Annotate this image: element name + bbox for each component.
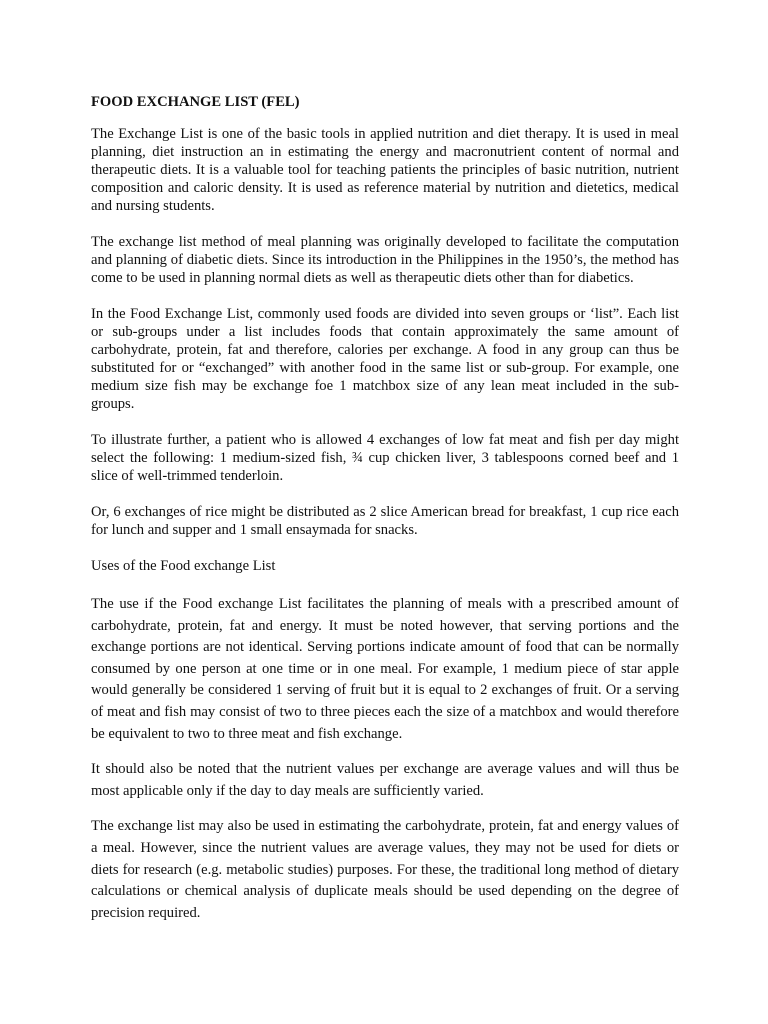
paragraph-average-values: It should also be noted that the nutrient values per exchange are average values and will thus be most applicable only if the day to day meals are sufficiently varied. [91,761,679,799]
document-title: FOOD EXCHANGE LIST (FEL) [91,94,300,110]
paragraph-rice-example: Or, 6 exchanges of rice might be distributed as 2 slice American bread for breakfast, 1 cup rice each for lunch and supper and 1 small ensaymada for snacks. [91,504,679,538]
paragraph-intro: The Exchange List is one of the basic tools in applied nutrition and diet therapy. It is used in meal planning, diet instruction an in estimating the energy and macronutrient content of normal and therapeutic diets. It is a valuable tool for teaching patients the principles of basic nutrition, nutrient composition and caloric density. It is used as reference material by nutrition and dietetics, medical and nursing students. [91,126,679,214]
paragraph-groups: In the Food Exchange List, commonly used foods are divided into seven groups or ‘list”. Each list or sub-groups under a list includes foods that contain approximately the same amount of carbohydrate, protein, fat and therefore, calories per exchange. A food in any group can thus be substituted for or “exchanged” with another food in the same list or sub-group. For example, one medium size fish may be exchange foe 1 matchbox size of any lean meat included in the sub-groups. [91,306,679,412]
paragraph-history: The exchange list method of meal planning was originally developed to facilitate the computation and planning of diabetic diets. Since its introduction in the Philippines in the 1950’s, the method has come to be used in planning normal diets as well as therapeutic diets other than for diabetics. [91,234,679,286]
section-heading-uses: Uses of the Food exchange List [91,558,276,574]
paragraph-estimation: The exchange list may also be used in estimating the carbohydrate, protein, fat and energy values of a meal. However, since the nutrient values are average values, they may not be used for diets or diets for research (e.g. metabolic studies) purposes. For these, the traditional long method of dietary calculations or chemical analysis of duplicate meals should be used depending on the degree of precision required. [91,818,679,921]
paragraph-illustration: To illustrate further, a patient who is allowed 4 exchanges of low fat meat and fish per day might select the following: 1 medium-sized fish, ¾ cup chicken liver, 3 tablespoons corned beef and 1 slice of well-trimmed tenderloin. [91,432,679,484]
paragraph-uses: The use if the Food exchange List facilitates the planning of meals with a prescribed amount of carbohydrate, protein, fat and energy. It must be noted however, that serving portions and the exchange portions are not identical. Serving portions indicate amount of food that can be normally consumed by one person at one time or in one meal. For example, 1 medium piece of star apple would generally be considered 1 serving of fruit but it is equal to 2 exchanges of fruit. Or a serving of meat and fish may consist of two to three pieces each the size of a matchbox and would therefore be equivalent to two to three meat and fish exchange. [91,596,679,742]
document-body [91,93,679,924]
